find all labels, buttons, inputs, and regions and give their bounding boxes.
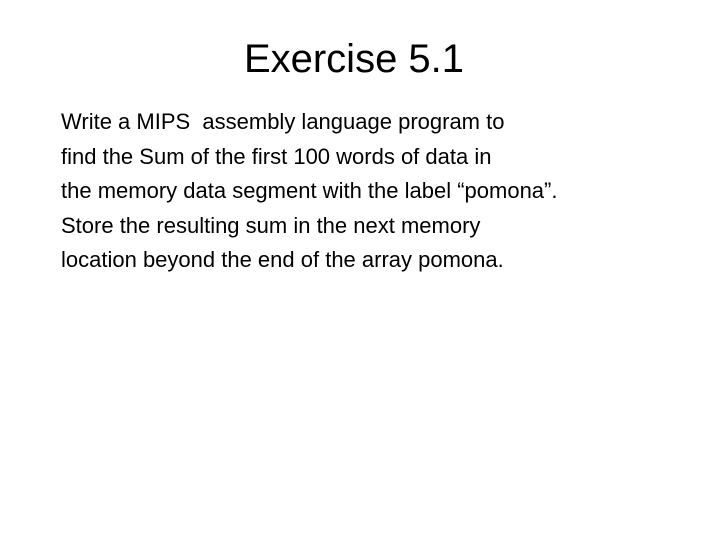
slide-title: Exercise 5.1 <box>243 37 465 81</box>
body-line: find the Sum of the first 100 words of data in <box>61 143 492 169</box>
body-line: the memory data segment with the label “pomona”. <box>61 178 558 203</box>
slide-body <box>61 105 701 278</box>
body-line: Store the resulting sum in the next memory <box>61 212 481 238</box>
body-line: location beyond the end of the array pomona. <box>61 247 504 272</box>
body-line: Write a MIPS assembly language program to <box>61 109 505 134</box>
